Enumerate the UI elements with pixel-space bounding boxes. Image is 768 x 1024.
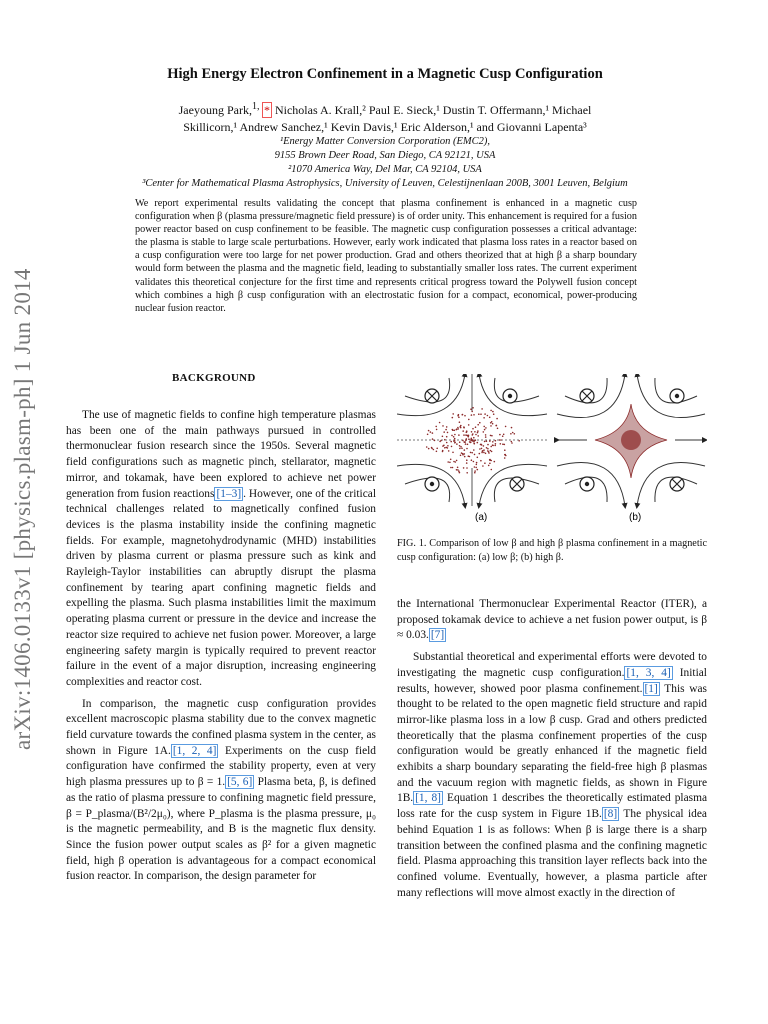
authors-line-1-rest: Nicholas A. Krall,² Paul E. Sieck,¹ Dustin T. Offermann,¹ Michael <box>271 103 592 117</box>
plasma-particle <box>484 441 486 443</box>
plasma-particle <box>439 422 441 424</box>
plasma-particle <box>490 435 492 437</box>
plasma-particle <box>474 431 476 433</box>
paragraph <box>66 408 376 691</box>
plasma-particle <box>454 430 456 432</box>
plasma-particle <box>442 451 444 453</box>
plasma-particle <box>459 445 461 447</box>
plasma-particle <box>494 445 496 447</box>
affiliation-line: ¹Energy Matter Conversion Corporation (EMC2), <box>279 136 491 147</box>
abstract: We report experimental results validating the concept that plasma confinement is enhanced in a magnetic cusp configuration when β (plasma pressure/magnetic field pressure) is of order unity. This enhancement is required for a fusion power reactor based on cusp confinement to be feasible. The magnetic cusp configuration possesses a critical advantage: the plasma is stable to large scale perturbations. However, early work indicated that plasma loss rates in a reactor based on a cusp configuration were too large for net power production. Grad and others theorized that at high β a sharp boundary would form between the plasma and the magnetic field, leading to substantially smaller loss rates. The current experiment validates this theoretical conjecture for the first time and represents critical progress toward the Polywell fusion concept which combines a high β cusp configuration with an electrostatic fusion for a compact, economical, power-producing nuclear fusion reactor. <box>135 198 637 314</box>
plasma-particle <box>477 442 479 444</box>
plasma-particle <box>503 434 505 436</box>
plasma-particle <box>454 438 456 440</box>
plasma-particle <box>431 447 433 449</box>
plasma-particle <box>452 429 454 431</box>
plasma-particle <box>464 449 466 451</box>
plasma-particle <box>427 434 429 436</box>
plasma-particle <box>453 440 455 442</box>
citation-link[interactable]: [1] <box>644 682 658 695</box>
author-1-affil-sup: 1, <box>251 101 262 112</box>
citation-link[interactable]: [1–3] <box>216 487 242 500</box>
plasma-particle <box>483 449 485 451</box>
plasma-particle <box>450 467 452 469</box>
plasma-particle <box>475 467 477 469</box>
plasma-particle <box>434 440 436 442</box>
plasma-particle <box>436 429 438 431</box>
plasma-particle <box>497 428 499 430</box>
plasma-particle <box>511 441 513 443</box>
plasma-particle <box>488 451 490 453</box>
plasma-particle <box>488 465 490 467</box>
plasma-particle <box>470 452 472 454</box>
cusp-diagram <box>397 374 707 526</box>
plasma-particle <box>499 439 501 441</box>
plasma-particle <box>490 425 492 427</box>
plasma-particle <box>477 430 479 432</box>
plasma-particle <box>463 467 465 469</box>
plasma-particle <box>464 415 466 417</box>
plasma-particle <box>485 453 487 455</box>
plasma-particle <box>473 461 475 463</box>
plasma-particle <box>474 454 476 456</box>
plasma-particle <box>442 425 444 427</box>
panel-a-label: (a) <box>475 512 488 523</box>
affiliations <box>40 135 730 191</box>
plasma-particle <box>480 460 482 462</box>
plasma-particle <box>465 434 467 436</box>
plasma-particle <box>450 441 452 443</box>
plasma-particle <box>492 444 494 446</box>
plasma-particle <box>460 455 462 457</box>
plasma-particle <box>468 438 470 440</box>
text-run: The use of magnetic fields to confine high temperature plasmas has been one of the main pathways pursued in controlled thermonuclear fusion research since the 1950s. Several magnetic field configurations such as magnetic pinch, stellarator, magnetic mirror, and tokamak, have been explored to achieve net power generation from fusion reactions <box>66 409 376 500</box>
plasma-particle <box>458 470 460 472</box>
plasma-particle <box>454 434 456 436</box>
plasma-particle <box>495 440 497 442</box>
plasma-particle <box>462 453 464 455</box>
plasma-particle <box>487 444 489 446</box>
plasma-particle <box>470 408 472 410</box>
plasma-particle <box>466 438 468 440</box>
plasma-particle <box>459 426 461 428</box>
plasma-particle <box>499 434 501 436</box>
plasma-particle <box>459 448 461 450</box>
plasma-particle <box>459 441 461 443</box>
author-line-2: Skillicorn,¹ Andrew Sanchez,¹ Kevin Davis,¹ Eric Alderson,¹ and Giovanni Lapenta³ <box>183 120 587 134</box>
plasma-particle <box>452 413 454 415</box>
plasma-particle <box>469 441 471 443</box>
plasma-particle <box>472 433 474 435</box>
plasma-particle <box>435 426 437 428</box>
plasma-particle <box>504 454 506 456</box>
plasma-particle <box>475 434 477 436</box>
plasma-particle <box>444 439 446 441</box>
plasma-particle <box>487 415 489 417</box>
plasma-particle <box>502 435 504 437</box>
plasma-particle <box>460 446 462 448</box>
plasma-particle <box>514 433 516 435</box>
plasma-particle <box>466 462 468 464</box>
affiliation-line: ³Center for Mathematical Plasma Astrophysics, University of Leuven, Celestijnenlaan 200B, 3001 Leuven, Belgium <box>142 178 628 189</box>
plasma-particle <box>462 414 464 416</box>
plasma-particle <box>471 452 473 454</box>
plasma-particle <box>494 461 496 463</box>
plasma-particle <box>485 434 487 436</box>
plasma-particle <box>446 442 448 444</box>
plasma-particle <box>492 423 494 425</box>
plasma-particle <box>464 441 466 443</box>
figure-caption: FIG. 1. Comparison of low β and high β plasma confinement in a magnetic cusp configuration: (a) low β; (b) high β. <box>397 538 707 563</box>
plasma-particle <box>436 448 438 450</box>
plasma-particle <box>504 457 506 459</box>
plasma-particle <box>457 467 459 469</box>
plasma-particle <box>477 432 479 434</box>
plasma-particle <box>476 464 478 466</box>
plasma-particle <box>471 411 473 413</box>
plasma-particle <box>473 449 475 451</box>
plasma-particle <box>456 429 458 431</box>
plasma-particle <box>461 448 463 450</box>
plasma-particle <box>504 449 506 451</box>
citation-link[interactable]: [5, 6] <box>227 776 253 789</box>
plasma-particle <box>481 408 483 410</box>
plasma-particle <box>483 431 485 433</box>
plasma-particle <box>478 413 480 415</box>
plasma-particle <box>447 445 449 447</box>
plasma-particle <box>496 418 498 420</box>
citation-link[interactable]: [8] <box>603 808 618 821</box>
text-run: The physical idea behind Equation 1 is as follows: When β is large there is a sharp transition between the confined plasma and the confining magnetic field. Plasma approaching this transition layer reflects back into the confined volume. Eventually, however, a plasma particle after many reflections will move almost exactly in the direction of <box>397 808 707 899</box>
plasma-particle <box>466 448 468 450</box>
plasma-particle <box>446 426 448 428</box>
plasma-particle <box>459 421 461 423</box>
citation-link[interactable]: [1, 2, 4] <box>172 744 217 757</box>
plasma-particle <box>473 414 475 416</box>
text-run: Plasma beta, β, is defined as the ratio of plasma pressure to confining magnetic field pressure, β = P_plasma/(B²/2μ₀), where P_plasma is the plasma pressure, μ₀ is the magnetic permeability, and B is the magnetic flux density. Since the fusion power output scales as β² for a given magnetic field, high β operation is advantageous for a compact economical fusion reactor. In comparison, the design parameter for <box>66 776 376 883</box>
plasma-particle <box>463 434 465 436</box>
plasma-particle <box>490 422 492 424</box>
plasma-particle <box>500 443 502 445</box>
plasma-particle <box>489 440 491 442</box>
plasma-particle <box>511 427 513 429</box>
plasma-particle <box>474 470 476 472</box>
plasma-particle <box>446 436 448 438</box>
left-column <box>66 408 376 891</box>
plasma-particle <box>447 461 449 463</box>
plasma-particle <box>467 444 469 446</box>
plasma-particle <box>449 462 451 464</box>
plasma-particle <box>484 429 486 431</box>
plasma-particle <box>432 438 434 440</box>
plasma-particle <box>492 441 494 443</box>
author-line-1 <box>100 98 670 119</box>
plasma-particle <box>480 444 482 446</box>
text-run: In comparison, the magnetic cusp configuration provides excellent macroscopic plasma stability due to the convex magnetic field curvature towards the confined plasma system in the center, as shown in Figure 1A. <box>66 697 376 757</box>
plasma-particle <box>490 410 492 412</box>
plasma-particle <box>511 442 513 444</box>
plasma-particle <box>466 459 468 461</box>
plasma-particle <box>489 459 491 461</box>
citation-link[interactable]: [7] <box>430 629 445 642</box>
plasma-particle <box>491 451 493 453</box>
text-run: Initial results, however, showed poor plasma confinement. <box>397 666 707 695</box>
plasma-particle <box>482 451 484 453</box>
plasma-particle <box>474 466 476 468</box>
plasma-particle <box>428 430 430 432</box>
plasma-particle <box>471 438 473 440</box>
plasma-particle <box>474 472 476 474</box>
plasma-particle <box>451 446 453 448</box>
plasma-particle <box>505 426 507 428</box>
plasma-particle <box>479 453 481 455</box>
text-run: the International Thermonuclear Experimental Reactor (ITER), a proposed tokamak device to achieve a net fusion power output, is β ≈ 0.03. <box>397 598 707 642</box>
plasma-particle <box>486 447 488 449</box>
affiliation-line: 9155 Brown Deer Road, San Diego, CA 92121, USA <box>274 150 496 161</box>
plasma-particle <box>518 440 520 442</box>
citation-link[interactable]: [1, 8] <box>415 792 441 805</box>
plasma-particle <box>484 462 486 464</box>
plasma-particle <box>452 417 454 419</box>
affiliation-line: ²1070 America Way, Del Mar, CA 92104, USA <box>288 164 482 175</box>
plasma-particle <box>462 430 464 432</box>
plasma-particle <box>477 469 479 471</box>
plasma-particle <box>472 407 474 409</box>
plasma-particle <box>490 446 492 448</box>
paper-title: High Energy Electron Confinement in a Magnetic Cusp Configuration <box>167 66 603 82</box>
plasma-particle <box>456 469 458 471</box>
plasma-particle <box>468 436 470 438</box>
plasma-particle <box>456 460 458 462</box>
plasma-particle <box>464 453 466 455</box>
plasma-particle <box>483 426 485 428</box>
plasma-particle <box>453 436 455 438</box>
plasma-particle <box>483 445 485 447</box>
paragraph <box>66 697 376 885</box>
plasma-particle <box>466 472 468 474</box>
plasma-particle <box>491 435 493 437</box>
plasma-particle <box>451 435 453 437</box>
plasma-particle <box>463 426 465 428</box>
plasma-particle <box>483 452 485 454</box>
plasma-particle <box>486 440 488 442</box>
plasma-particle <box>475 439 477 441</box>
plasma-particle <box>457 428 459 430</box>
plasma-particle <box>455 461 457 463</box>
plasma-particle <box>489 417 491 419</box>
plasma-particle <box>468 455 470 457</box>
paragraph <box>397 597 707 644</box>
plasma-particle <box>466 467 468 469</box>
panel-b-label: (b) <box>629 512 642 523</box>
plasma-particle <box>472 428 474 430</box>
plasma-particle <box>433 449 435 451</box>
plasma-particle <box>479 422 481 424</box>
plasma-particle <box>445 429 447 431</box>
plasma-particle <box>458 417 460 419</box>
plasma-particle <box>457 427 459 429</box>
plasma-particle <box>471 414 473 416</box>
text-run: . However, one of the critical technical challenges related to magnetically confined fusion devices is the plasma instability inside the confining magnetic fields. For example, magnetohydrodynamic (MHD) instabilities driven by plasma current or plasma pressure such as kink and Rayleigh-Taylor instabilities can abruptly disrupt the plasma confinement by tearing apart confining magnetic fields and expelling the plasma. Such plasma instabilities limit the maximum operating plasma current or pressure in the device and increase the reactor size required to achieve net fusion power. Moreover, a large engineering safety margin is typically required to prevent reactor failure in the event of a major disruption, increasing engineering complexities and reactor cost. <box>66 487 376 688</box>
citation-link[interactable]: [1, 3, 4] <box>626 666 671 679</box>
plasma-particle <box>500 439 502 441</box>
plasma-particle <box>428 448 430 450</box>
plasma-particle <box>444 447 446 449</box>
plasma-particle <box>440 440 442 442</box>
corresponding-author-link[interactable]: * <box>263 103 270 117</box>
text-run: Substantial theoretical and experimental efforts were devoted to investigating the magnetic cusp configuration. <box>397 651 707 679</box>
plasma-particle <box>468 419 470 421</box>
plasma-particle <box>479 448 481 450</box>
plasma-particle <box>487 448 489 450</box>
plasma-particle <box>443 431 445 433</box>
plasma-particle <box>456 443 458 445</box>
plasma-particle <box>473 437 475 439</box>
plasma-particle <box>512 432 514 434</box>
plasma-particle <box>465 443 467 445</box>
plasma-particle <box>471 431 473 433</box>
plasma-particle <box>493 413 495 415</box>
author-list <box>100 98 670 136</box>
text-run: This was thought to be related to the open magnetic field structure and rapid mirror-like plasma loss in a low β cusp. Grad and others predicted theoretically that the plasma confinement properties of the cusp configuration would be greatly enhanced if the magnetic field exhibits a sharp boundary separating the field-free high β plasmas and the vacuum region with magnetic fields, as shown in Figure 1B. <box>397 682 707 805</box>
plasma-particle <box>475 426 477 428</box>
plasma-particle <box>477 424 479 426</box>
plasma-particle <box>464 456 466 458</box>
plasma-particle <box>447 447 449 449</box>
plasma-particle <box>484 413 486 415</box>
plasma-particle <box>447 432 449 434</box>
text-run: Experiments on the cusp field configuration have confirmed the stability property, even at very high plasma pressures up to β = 1. <box>66 744 376 789</box>
text-run: Equation 1 describes the theoretically estimated plasma loss rate for the cusp system in Figure 1B. <box>397 792 707 821</box>
plasma-particle <box>491 469 493 471</box>
plasma-particle <box>436 451 438 453</box>
plasma-particle <box>502 443 504 445</box>
plasma-particle <box>482 465 484 467</box>
plasma-particle <box>485 427 487 429</box>
plasma-particle <box>485 436 487 438</box>
plasma-particle <box>466 430 468 432</box>
plasma-particle <box>454 442 456 444</box>
plasma-particle <box>452 452 454 454</box>
plasma-particle <box>448 450 450 452</box>
plasma-particle <box>480 413 482 415</box>
plasma-particle <box>477 435 479 437</box>
plasma-particle <box>442 436 444 438</box>
plasma-particle <box>458 434 460 436</box>
section-heading-background: BACKGROUND <box>172 372 256 384</box>
plasma-particle <box>457 415 459 417</box>
plasma-particle <box>426 446 428 448</box>
plasma-particle <box>432 432 434 434</box>
plasma-particle <box>443 445 445 447</box>
plasma-particle <box>483 417 485 419</box>
plasma-particle <box>477 457 479 459</box>
plasma-particle <box>430 431 432 433</box>
plasma-particle <box>481 448 483 450</box>
plasma-particle <box>489 463 491 465</box>
plasma-particle <box>462 440 464 442</box>
plasma-particle <box>452 467 454 469</box>
plasma-particle <box>473 442 475 444</box>
panel-b-plasma <box>595 404 667 478</box>
plasma-particle <box>450 459 452 461</box>
right-column <box>397 597 707 907</box>
plasma-particle <box>476 462 478 464</box>
plasma-particle <box>496 425 498 427</box>
plasma-particle <box>495 443 497 445</box>
plasma-particle <box>510 433 512 435</box>
plasma-particle <box>471 459 473 461</box>
plasma-particle <box>504 444 506 446</box>
paragraph <box>397 650 707 901</box>
plasma-particle <box>459 472 461 474</box>
plasma-particle <box>492 411 494 413</box>
plasma-particle <box>468 424 470 426</box>
author-1-name: Jaeyoung Park, <box>178 103 252 117</box>
plasma-particle <box>457 469 459 471</box>
figure-1 <box>397 374 707 526</box>
arxiv-stamp: arXiv:1406.0133v1 [physics.plasm-ph] 1 Jun 2014 <box>10 268 35 750</box>
plasma-particle <box>472 439 474 441</box>
